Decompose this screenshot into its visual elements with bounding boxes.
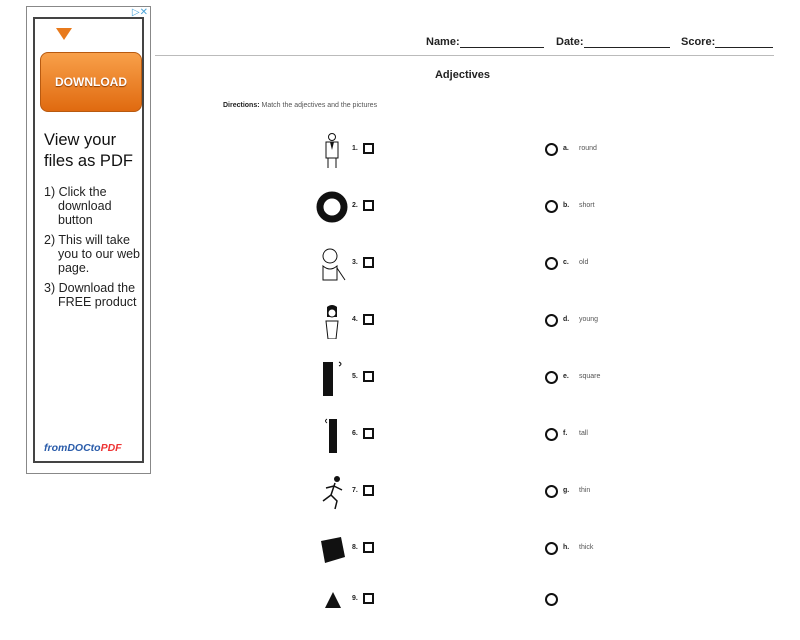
answer-radio[interactable] [545, 314, 558, 327]
answer-word: thin [579, 487, 591, 494]
directions-text: Match the adjectives and the pictures [259, 102, 378, 109]
item-number: 4. [352, 316, 358, 323]
directions [223, 102, 377, 109]
answer-letter: f. [563, 430, 568, 437]
answer-radio[interactable] [545, 371, 558, 384]
answer-checkbox[interactable] [363, 143, 374, 154]
item-number: 2. [352, 202, 358, 209]
item-number: 1. [352, 145, 358, 152]
item-number: 3. [352, 259, 358, 266]
answer-radio[interactable] [545, 542, 558, 555]
item-number: 9. [352, 595, 358, 602]
score-field[interactable] [681, 36, 773, 48]
match-row [0, 145, 800, 190]
item-number: 5. [352, 373, 358, 380]
ad-choices-icon[interactable]: ▷✕ [131, 7, 148, 18]
match-row [0, 316, 800, 361]
answer-radio[interactable] [545, 428, 558, 441]
answer-radio[interactable] [545, 143, 558, 156]
answer-letter: g. [563, 487, 570, 494]
answer-checkbox[interactable] [363, 485, 374, 496]
match-row [0, 595, 800, 640]
answer-checkbox[interactable] [363, 542, 374, 553]
name-field[interactable] [426, 36, 544, 48]
item-number: 7. [352, 487, 358, 494]
answer-letter: b. [563, 202, 570, 209]
ad-step: 1) Click the download button [44, 185, 112, 227]
name-label: Name: [426, 36, 460, 48]
answer-word: short [579, 202, 595, 209]
ad-step: 3) Download the FREE product [44, 281, 137, 309]
score-label: Score: [681, 36, 716, 48]
running-person-icon [315, 474, 349, 510]
match-row [0, 259, 800, 304]
ad-title: View your files as PDF [44, 131, 133, 170]
match-row [0, 487, 800, 532]
divider [155, 55, 774, 56]
answer-word: young [579, 316, 599, 323]
answer-letter: h. [563, 544, 570, 551]
match-row [0, 373, 800, 418]
answer-letter: a. [563, 145, 569, 152]
answer-radio[interactable] [545, 485, 558, 498]
match-row [0, 430, 800, 475]
arrow-down-icon [56, 28, 72, 40]
answer-checkbox[interactable] [363, 257, 374, 268]
ad-step: 2) This will take you to our web page. [44, 233, 140, 275]
old-man-icon [315, 246, 349, 282]
answer-word: old [579, 259, 589, 266]
thick-bar-icon [315, 360, 349, 396]
answer-checkbox[interactable] [363, 314, 374, 325]
answer-letter: d. [563, 316, 570, 323]
answer-word: square [579, 373, 601, 380]
answer-radio[interactable] [545, 257, 558, 270]
answer-checkbox[interactable] [363, 593, 374, 604]
logo-pdf: PDF [100, 442, 122, 454]
answer-checkbox[interactable] [363, 200, 374, 211]
answer-letter: e. [563, 373, 569, 380]
witch-icon [315, 582, 349, 618]
square-icon [315, 531, 349, 567]
directions-label: Directions: [223, 102, 260, 109]
thick-ring-icon [315, 189, 349, 225]
answer-radio[interactable] [545, 200, 558, 213]
answer-word: round [579, 145, 597, 152]
date-label: Date: [556, 36, 584, 48]
item-number: 6. [352, 430, 358, 437]
tall-man-icon [315, 132, 349, 168]
worksheet-title: Adjectives [434, 69, 491, 81]
answer-checkbox[interactable] [363, 428, 374, 439]
answer-word: thick [579, 544, 594, 551]
date-field[interactable] [556, 36, 670, 48]
young-woman-icon [315, 303, 349, 339]
logo-text: fromDOCto [44, 442, 101, 454]
answer-letter: c. [563, 259, 569, 266]
match-row [0, 544, 800, 589]
answer-checkbox[interactable] [363, 371, 374, 382]
thin-bar-icon [315, 417, 349, 453]
item-number: 8. [352, 544, 358, 551]
download-button[interactable]: DOWNLOAD [40, 52, 142, 112]
answer-word: tall [579, 430, 588, 437]
